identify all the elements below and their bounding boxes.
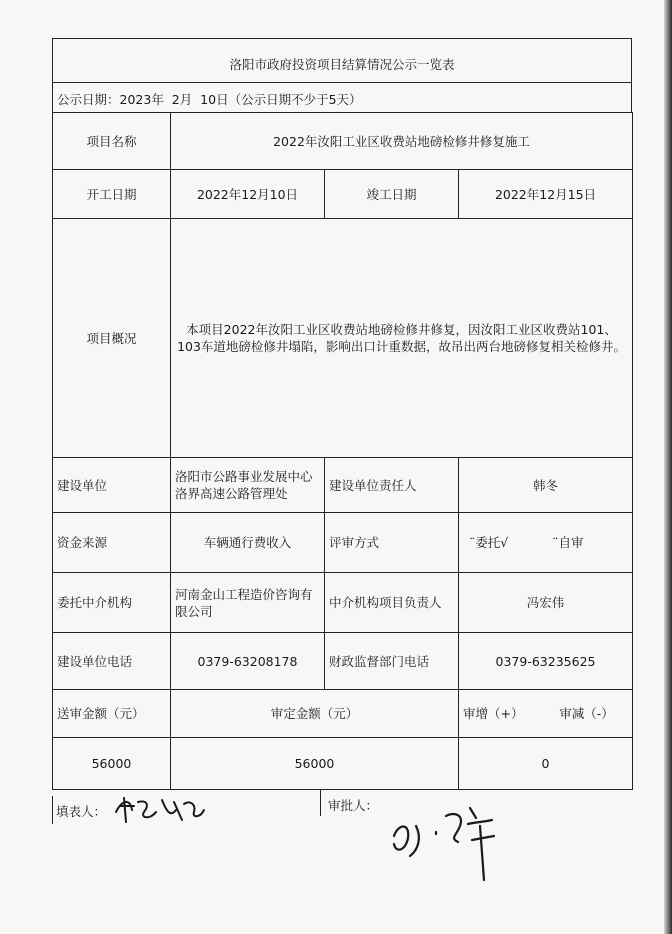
agency-resp-value: 冯宏伟	[459, 573, 633, 633]
filler-label: 填表人：	[56, 804, 107, 819]
table-row	[53, 633, 633, 690]
review-option-entrust: ¨委托	[469, 535, 501, 550]
publish-date-row	[52, 82, 632, 112]
agency-label: 委托中介机构	[53, 573, 171, 633]
table-row	[53, 170, 633, 219]
overview-value: 本项目2022年汝阳工业区收费站地磅检修井修复，因汝阳工业区收费站101、103车道地磅检修井塌陷，影响出口计重数据，故吊出两台地磅修复相关检修井。	[171, 219, 633, 458]
signature-divider	[320, 790, 321, 816]
overview-label: 项目概况	[53, 219, 171, 458]
table-row	[53, 738, 633, 790]
builder-resp-value: 韩冬	[459, 458, 633, 513]
start-date-value: 2022年12月10日	[171, 170, 325, 219]
approver-label: 审批人：	[328, 798, 379, 813]
table-row	[53, 219, 633, 458]
start-date-label: 开工日期	[53, 170, 171, 219]
approver-signature-icon	[380, 796, 510, 886]
fund-label: 资金来源	[53, 513, 171, 573]
review-label: 评审方式	[325, 513, 459, 573]
table-row	[53, 690, 633, 738]
table-row	[53, 113, 633, 170]
builder-value: 洛阳市公路事业发展中心洛界高速公路管理处	[171, 458, 325, 513]
delta-value: 0	[459, 738, 633, 790]
table-row	[53, 458, 633, 513]
phone-value: 0379-63208178	[171, 633, 325, 690]
approved-amount-value: 56000	[171, 738, 459, 790]
finance-phone-value: 0379-63235625	[459, 633, 633, 690]
end-date-value: 2022年12月15日	[459, 170, 633, 219]
check-mark-icon: √	[500, 535, 509, 550]
approved-amount-label: 审定金额（元）	[171, 690, 459, 738]
filler-signature-icon	[110, 790, 210, 830]
builder-resp-label: 建设单位责任人	[325, 458, 459, 513]
publish-date-value: 2023年 2月 10日（公示日期不少于5天）	[119, 92, 362, 107]
review-options	[459, 513, 633, 573]
submit-amount-label: 送审金额（元）	[53, 690, 171, 738]
project-name-value: 2022年汝阳工业区收费站地磅检修井修复施工	[171, 113, 633, 170]
title-box	[52, 38, 632, 82]
end-date-label: 竣工日期	[325, 170, 459, 219]
table-row	[53, 573, 633, 633]
phone-label: 建设单位电话	[53, 633, 171, 690]
review-option-self: ¨自审	[552, 535, 584, 550]
page-title: 洛阳市政府投资项目结算情况公示一览表	[229, 57, 455, 72]
table-row	[53, 513, 633, 573]
submit-amount-value: 56000	[53, 738, 171, 790]
project-table	[52, 112, 633, 790]
publish-date-label: 公示日期：	[57, 92, 120, 107]
finance-phone-label: 财政监督部门电话	[325, 633, 459, 690]
builder-label: 建设单位	[53, 458, 171, 513]
fund-value: 车辆通行费收入	[171, 513, 325, 573]
project-name-label: 项目名称	[53, 113, 171, 170]
agency-resp-label: 中介机构项目负责人	[325, 573, 459, 633]
scan-edge-shadow	[664, 0, 672, 934]
delta-label: 审增（+） 审减（-）	[459, 690, 633, 738]
agency-value: 河南金山工程造价咨询有限公司	[171, 573, 325, 633]
